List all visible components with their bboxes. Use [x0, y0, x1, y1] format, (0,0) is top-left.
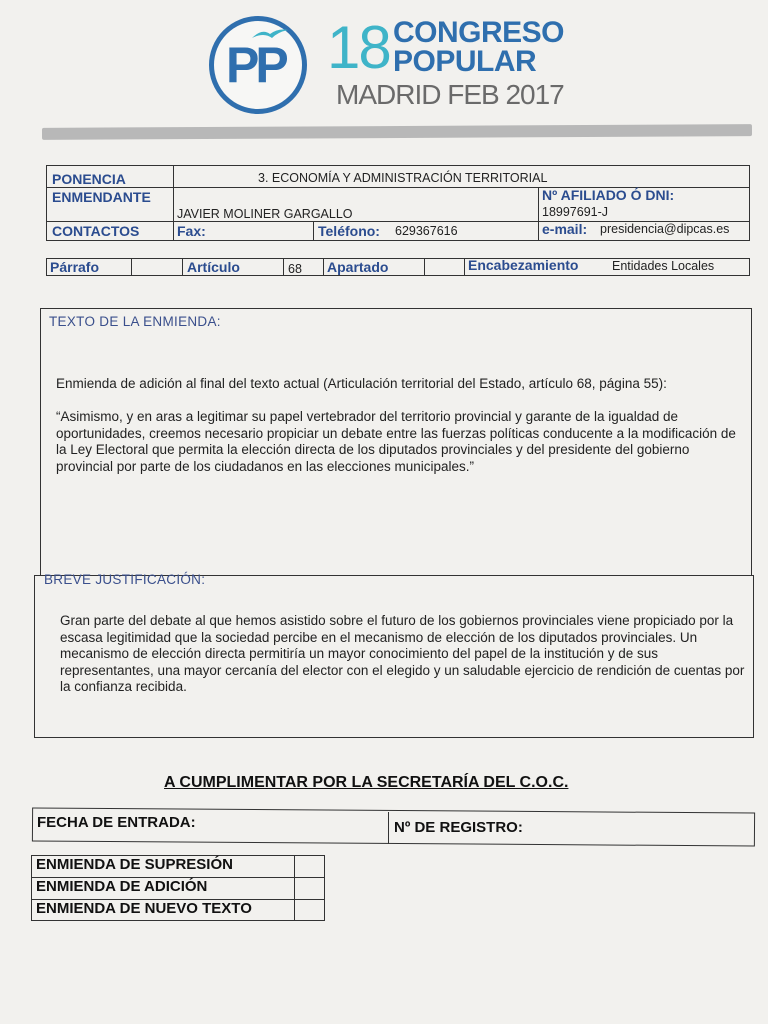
- ref-divider-4: [323, 258, 324, 276]
- ponencia-label: PONENCIA: [52, 171, 126, 187]
- afiliado-label: Nº AFILIADO Ó DNI:: [542, 187, 675, 203]
- telefono-value: 629367616: [395, 224, 458, 238]
- secretaria-title: A CUMPLIMENTAR POR LA SECRETARÍA DEL C.O.C.: [164, 774, 569, 791]
- encabezamiento-label: Encabezamiento: [468, 257, 579, 273]
- apartado-label: Apartado: [327, 259, 389, 275]
- tipo-nuevo-texto-label: ENMIENDA DE NUEVO TEXTO: [36, 900, 252, 917]
- header-col-divider-c: [313, 221, 314, 241]
- email-label: e-mail:: [542, 221, 588, 237]
- congress-word-2: POPULAR: [393, 45, 537, 78]
- ponencia-value: 3. ECONOMÍA Y ADMINISTRACIÓN TERRITORIAL: [258, 171, 548, 185]
- articulo-value: 68: [288, 262, 302, 276]
- congress-number: 18: [327, 14, 390, 81]
- parrafo-label: Párrafo: [50, 259, 100, 275]
- congress-word-1: CONGRESO: [393, 16, 565, 49]
- enmendante-value: JAVIER MOLINER GARGALLO: [177, 207, 353, 221]
- texto-quote: “Asimismo, y en aras a legitimar su papel vertebrador del territorio provincial y garante de la igualdad de oportunidades, creemos necesario propiciar un debate entre las fuerzas políticas conducente a la modificación de la Ley Electoral que permita la elección directa de los diputados provinciales y del presidente del gobierno provincial por parte de los ciudadanos en las elecciones municipales.”: [56, 409, 736, 474]
- ref-divider-2: [182, 258, 183, 276]
- contactos-label: CONTACTOS: [52, 223, 140, 239]
- registro-label: Nº DE REGISTRO:: [394, 819, 523, 836]
- encabezamiento-value: Entidades Locales: [612, 259, 715, 273]
- tipo-adicion-label: ENMIENDA DE ADICIÓN: [36, 878, 208, 895]
- ref-divider-3: [283, 258, 284, 276]
- texto-intro: Enmienda de adición al final del texto actual (Articulación territorial del Estado, artículo 68, página 55):: [56, 376, 667, 391]
- telefono-label: Teléfono:: [318, 223, 380, 239]
- tipo-nuevo-texto-checkbox[interactable]: [295, 900, 324, 920]
- enmendante-label: ENMENDANTE: [52, 189, 151, 205]
- fax-label: Fax:: [177, 223, 206, 239]
- header-col-divider-b: [538, 187, 539, 241]
- fecha-entrada-label: FECHA DE ENTRADA:: [37, 814, 196, 831]
- ref-divider-1: [131, 258, 132, 276]
- registro-divider: [388, 812, 389, 844]
- header-divider: [42, 124, 752, 140]
- tipo-supresion-label: ENMIENDA DE SUPRESIÓN: [36, 856, 233, 873]
- header-col-divider-a: [173, 165, 174, 241]
- pp-logo-initials: PP: [226, 37, 285, 93]
- justificacion-text: Gran parte del debate al que hemos asistido sobre el futuro de los gobiernos provinciales viene propiciado por la escasa legitimidad que la sociedad percibe en el mecanismo de elección de los diputados provinciales. Un mecanismo de elección directa permitiría un mayor conocimiento del papel de la institución y de sus representantes, una mayor cercanía del elector con el elegido y un saludable ejercicio de rendición de cuentas por la confianza recibida.: [60, 613, 745, 694]
- justificacion-title: BREVE JUSTIFICACIÓN:: [44, 572, 206, 587]
- tipo-adicion-checkbox[interactable]: [295, 878, 324, 899]
- tipo-supresion-checkbox[interactable]: [295, 856, 324, 877]
- email-value: presidencia@dipcas.es: [600, 222, 730, 236]
- ref-divider-6: [464, 258, 465, 276]
- texto-title: TEXTO DE LA ENMIENDA:: [49, 314, 221, 329]
- ref-divider-5: [424, 258, 425, 276]
- articulo-label: Artículo: [187, 259, 240, 275]
- congress-subtitle: MADRID FEB 2017: [336, 79, 564, 110]
- afiliado-value: 18997691-J: [542, 205, 609, 219]
